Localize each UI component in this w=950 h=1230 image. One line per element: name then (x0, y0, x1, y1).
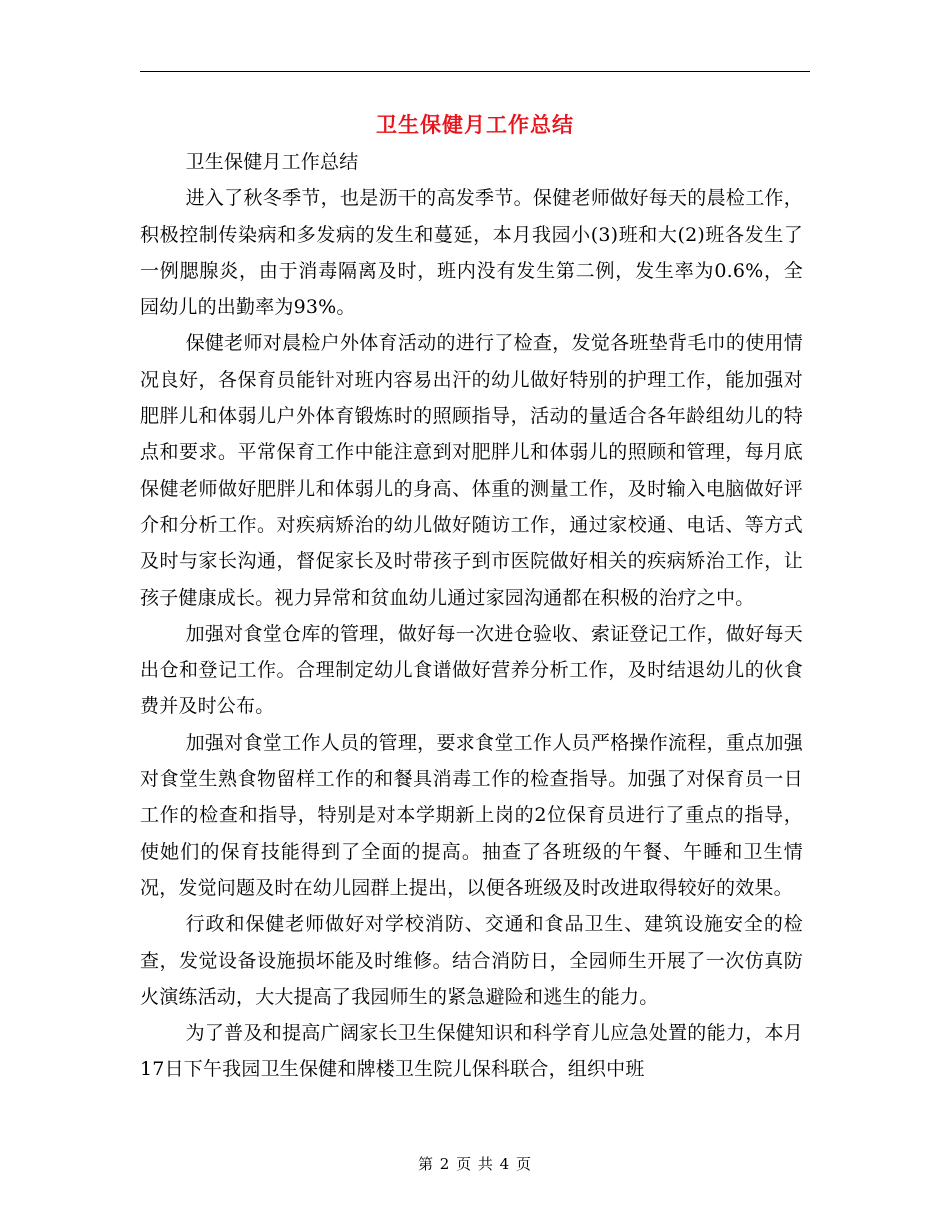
document-body (140, 144, 803, 1088)
paragraph: 加强对食堂仓库的管理，做好每一次进仓验收、索证登记工作，做好每天出仓和登记工作。合理制定幼儿食谱做好营养分析工作，及时结退幼儿的伙食费并及时公布。 (140, 622, 803, 718)
page-number-footer: 第 2 页 共 4 页 (418, 1155, 532, 1173)
header-rule (140, 71, 810, 72)
paragraph: 保健老师对晨检户外体育活动的进行了检查，发觉各班垫背毛巾的使用情况良好，各保育员能针对班内容易出汗的幼儿做好特别的护理工作，能加强对肥胖儿和体弱儿户外体育锻炼时的照顾指导，活动的量适合各年龄组幼儿的特点和要求。平常保育工作中能注意到对肥胖儿和体弱儿的照顾和管理，每月底保健老师做好肥胖儿和体弱儿的身高、体重的测量工作，及时输入电脑做好评介和分析工作。对疾病矫治的幼儿做好随访工作，通过家校通、电话、等方式及时与家长沟通，督促家长及时带孩子到市医院做好相关的疾病矫治工作，让孩子健康成长。视力异常和贫血幼儿通过家园沟通都在积极的治疗之中。 (140, 332, 803, 609)
page-title: 卫生保健月工作总结 (376, 112, 574, 137)
paragraph: 加强对食堂工作人员的管理，要求食堂工作人员严格操作流程，重点加强对食堂生熟食物留样工作的和餐具消毒工作的检查指导。加强了对保育员一日工作的检查和指导，特别是对本学期新上岗的2位保育员进行了重点的指导，使她们的保育技能得到了全面的提高。抽查了各班级的午餐、午睡和卫生情况，发觉问题及时在幼儿园群上提出，以便各班级及时改进取得较好的效果。 (140, 731, 803, 899)
paragraph: 行政和保健老师做好对学校消防、交通和食品卫生、建筑设施安全的检查，发觉设备设施损坏能及时维修。结合消防日，全园师生开展了一次仿真防火演练活动，大大提高了我园师生的紧急避险和逃生的能力。 (140, 913, 803, 1008)
paragraph: 为了普及和提高广阔家长卫生保健知识和科学育儿应急处置的能力，本月17日下午我园卫生保健和牌楼卫生院儿保科联合，组织中班 (140, 1022, 803, 1081)
paragraph: 进入了秋冬季节，也是沥干的高发季节。保健老师做好每天的晨检工作，积极控制传染病和多发病的发生和蔓延，本月我园小(3)班和大(2)班各发生了一例腮腺炎，由于消毒隔离及时，班内没有发生第二例，发生率为0.6%，全园幼儿的出勤率为93%。 (140, 187, 803, 319)
paragraph-subtitle: 卫生保健月工作总结 (185, 151, 359, 173)
